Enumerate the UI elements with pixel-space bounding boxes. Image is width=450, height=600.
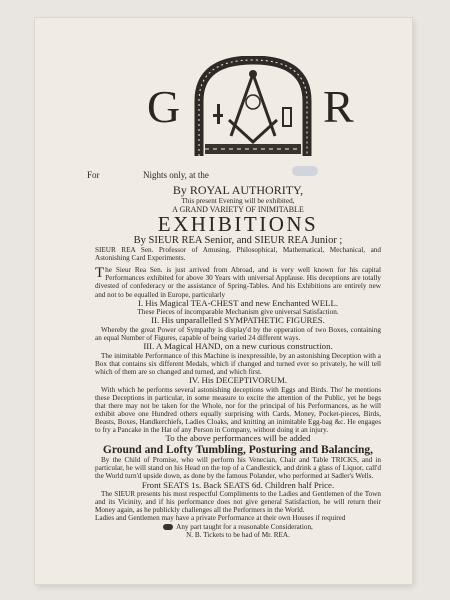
nights-label: Nights only, at the [143, 170, 209, 180]
section-1-body: These Pieces of incomparable Mechanism give universal Satisfaction. [137, 308, 339, 317]
masthead-letter-g: G [147, 81, 181, 132]
section-1-title: I. His Magical TEA-CHEST and new Enchanted WELL. [137, 297, 339, 308]
added-line: To the above performances will be added [165, 433, 311, 444]
handbill-sheet [35, 18, 412, 584]
intro-paragraph [95, 266, 381, 298]
tumbling-body: By the Child of Promise, who will perform his Venecian, Chair and Table TRICKS, and in particular, he will stand on his Head on the top of a Candlestick, and drink a glass of Liquor, call'd the World turn'd upside down, as done by the famous Polander, who performed at Sadler's Wells. [95, 456, 381, 481]
section-2-title: II. His unparallelled SYMPATHETIC FIGURES. [151, 315, 325, 326]
private-performance: Ladies and Gentlemen may have a private Performance at their own Houses if required [95, 514, 346, 523]
exhibitions-title: EXHIBITIONS [157, 212, 319, 237]
intro-text: he Sieur Rea Sen. is just arrived from Abroad, and is very well known for his capital Performances exhibited for above 30 Years with universal Applause. His deceptions are totally divested of confederacy or the assistance of Spring-Tables. And his Exhibitions are entirely new and not to be equalled in Europe, particularly [95, 266, 381, 299]
teaching-text: Any part taught for a reasonable Consideration, [176, 522, 313, 531]
tickets-note: N. B. Tickets to be had of Mr. REA. [186, 530, 290, 539]
grand-variety: A GRAND VARIETY OF INIMITABLE [172, 205, 304, 215]
handbill-body [95, 184, 381, 539]
section-4-title: IV. His DECEPTIVORUM. [188, 375, 288, 385]
tagline: This present Evening will be exhibited, [181, 197, 295, 205]
section-3-body: The inimitable Performance of this Machine is inexpressible, by an astonishing Deception with a Box that contains six different Medals, which if changed and turned ever so privately, he will tell which of them are so changed and turned, and which first. [95, 351, 381, 376]
ink-stamp [292, 166, 318, 176]
masthead-letter-r: R [323, 81, 354, 132]
masonic-emblem-icon [189, 56, 317, 160]
for-label: For [87, 170, 100, 180]
section-2-body: Whereby the great Power of Sympathy is display'd by the opperation of two Boxes, containing an equal Number of Figures, capable of being varied 24 different ways. [95, 325, 381, 343]
tumbling-title: Ground and Lofty Tumbling, Posturing and Balancing, [102, 443, 374, 456]
drop-cap: T [95, 265, 105, 282]
profession-line: SIEUR REA Sen. Professor of Amusing, Philosophical, Mathematical, Mechanical, and Astonishing Card Experiments. [95, 246, 381, 263]
masthead [137, 52, 367, 162]
seat-prices: Front SEATS 1s. Back SEATS 6d. Children half Price. [141, 479, 335, 490]
pointing-hand-icon [163, 524, 173, 530]
section-4-body: With which he performs several astonishing deceptions with Eggs and Birds. Tho' he mentions these Deceptions in particular, in some measure to excite the attention of the Public, yet he begs that there may not be taken for the Whole, nor for the principal of his Performances, as he will exhibit above one Hundred others equally surprising with Cards, Money, Pocket-pieces, Birds, Beasts, Boxes, Handkerchiefs, Ladies Cloaks, and knitting an inimitable Egg-bag &c. He engages to fry a Pancake in the Hat of any Person in Company, without doing it an injury. [95, 385, 381, 435]
compliments-paragraph: The SIEUR presents his most respectful Compliments to the Ladies and Gentlemen of the Town and its Vicinity, and if his performance does not give general Satisfaction, he will return their Money again, as he publickly challenges all the Performers in the World. [95, 490, 381, 515]
teaching-line [95, 523, 381, 531]
performers-line: By SIEUR REA Senior, and SIEUR REA Junior ; [133, 235, 343, 247]
section-3-title: III. A Magical HAND, on a new curious construction. [143, 341, 333, 352]
royal-authority: By ROYAL AUTHORITY, [172, 183, 304, 197]
